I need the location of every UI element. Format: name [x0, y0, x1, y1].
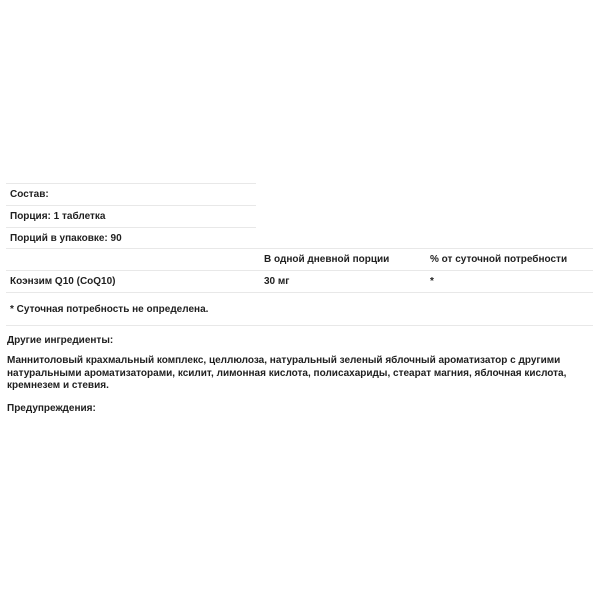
other-ingredients-text: Маннитоловый крахмальный комплекс, целлюлоза, натуральный зеленый яблочный ароматизатор с другими натуральными ароматизаторами, ксилит, лимонная кислота, полисахариды, стеарат магния, яблочная кислота, кремнезем и стевия.: [7, 355, 567, 391]
supplement-facts-table: [6, 248, 593, 326]
table-row: [6, 206, 256, 228]
footnote-row: [6, 293, 593, 326]
table-row: [6, 184, 256, 206]
column-header-name: [6, 249, 260, 271]
footnote: * Суточная потребность не определена.: [6, 293, 593, 326]
table-row: [6, 228, 256, 250]
servings-per-container: Порций в упаковке: 90: [6, 228, 256, 250]
composition-label: Состав:: [6, 184, 256, 206]
table-header-row: [6, 249, 593, 271]
serving-info-table: [6, 183, 256, 249]
warnings-heading: Предупреждения:: [7, 403, 96, 414]
table-row: [6, 271, 593, 293]
ingredient-amount: 30 мг: [260, 271, 426, 293]
ingredient-daily-value: *: [426, 271, 593, 293]
ingredient-name: Коэнзим Q10 (CoQ10): [6, 271, 260, 293]
other-ingredients-heading: Другие ингредиенты:: [7, 335, 114, 346]
column-header-amount: В одной дневной порции: [260, 249, 426, 271]
serving-size: Порция: 1 таблетка: [6, 206, 256, 228]
column-header-daily-value: % от суточной потребности: [426, 249, 593, 271]
